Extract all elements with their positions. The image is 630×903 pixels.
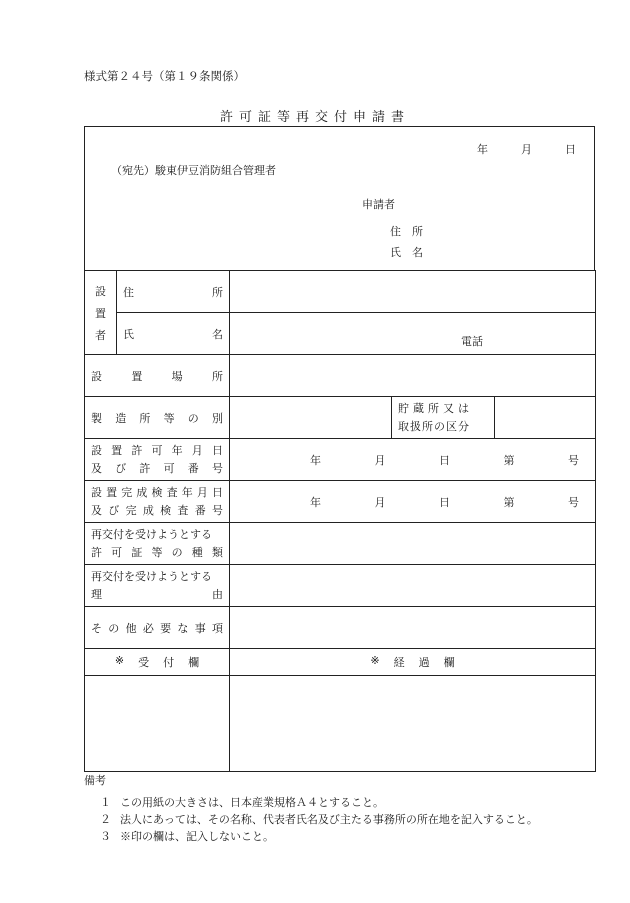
installer-address-row: [85, 271, 596, 313]
permit-date-row: [85, 439, 596, 481]
office-header-row: [85, 649, 596, 676]
installer-name-field[interactable]: [230, 313, 596, 355]
other-matters-label: そ の 他 必 要 な 事 項: [85, 607, 230, 649]
reissue-type-row: [85, 523, 596, 565]
reissue-reason-field[interactable]: [230, 565, 596, 607]
installer-address-field[interactable]: [230, 271, 596, 313]
facility-type-row: [85, 397, 596, 439]
note-item: １ この用紙の大きさは、日本産業規格Ａ４とすること。: [100, 796, 384, 809]
progress-field: [230, 676, 596, 772]
form-number-label: 様式第２４号（第１９条関係）: [84, 69, 245, 83]
inspection-date-label: 設 置 完 成 検 査 年 月 日 及 び 完 成 検 査 番 号: [85, 481, 230, 523]
other-matters-row: [85, 607, 596, 649]
document-title: 許可証等再交付申請書: [219, 110, 410, 125]
phone-label: 電話: [461, 334, 483, 348]
application-header: [84, 126, 595, 271]
date-month-label: 月: [521, 143, 532, 156]
installer-address-label: 住 所: [117, 271, 230, 313]
facility-type-field[interactable]: [230, 397, 392, 439]
office-use-row: [85, 676, 596, 772]
reception-header: ※ 受 付 欄: [85, 649, 230, 676]
reception-field: [85, 676, 230, 772]
reissue-reason-row: [85, 565, 596, 607]
permit-date-label: 設 置 許 可 年 月 日 及 び 許 可 番 号: [85, 439, 230, 481]
installer-name-row: [85, 313, 596, 355]
location-field[interactable]: [230, 355, 596, 397]
storage-category-field[interactable]: [495, 397, 596, 439]
installer-group-label: 設 置 者: [85, 271, 117, 355]
other-matters-field[interactable]: [230, 607, 596, 649]
storage-category-label: 貯蔵所又は 取扱所の区分: [392, 397, 495, 439]
notes-title: 備考: [84, 774, 106, 787]
installer-name-label: 氏 名: [117, 313, 230, 355]
reissue-reason-label: 再交付を受けようとする 理 由: [85, 565, 230, 607]
date-year-label: 年: [477, 143, 488, 156]
date-day-label: 日: [565, 143, 576, 156]
location-label: 設 置 場 所: [85, 355, 230, 397]
addressee: （宛先）駿東伊豆消防組合管理者: [111, 164, 276, 177]
note-item: ２ 法人にあっては、その名称、代表者氏名及び主たる事務所の所在地を記入すること。: [100, 813, 538, 826]
inspection-date-row: [85, 481, 596, 523]
applicant-label: 申請者: [362, 198, 395, 211]
application-table: [84, 270, 596, 772]
note-item: ３ ※印の欄は、記入しないこと。: [100, 830, 274, 843]
progress-header: ※ 経 過 欄: [230, 649, 596, 676]
reissue-type-label: 再交付を受けようとする 許 可 証 等 の 種 類: [85, 523, 230, 565]
location-row: [85, 355, 596, 397]
facility-type-label: 製 造 所 等 の 別: [85, 397, 230, 439]
permit-date-field[interactable]: 年 月 日 第 号: [230, 439, 596, 481]
reissue-type-field[interactable]: [230, 523, 596, 565]
inspection-date-field[interactable]: 年 月 日 第 号: [230, 481, 596, 523]
application-date: [477, 141, 576, 157]
applicant-address-label: 住 所: [390, 225, 423, 238]
applicant-name-label: 氏 名: [390, 246, 423, 259]
